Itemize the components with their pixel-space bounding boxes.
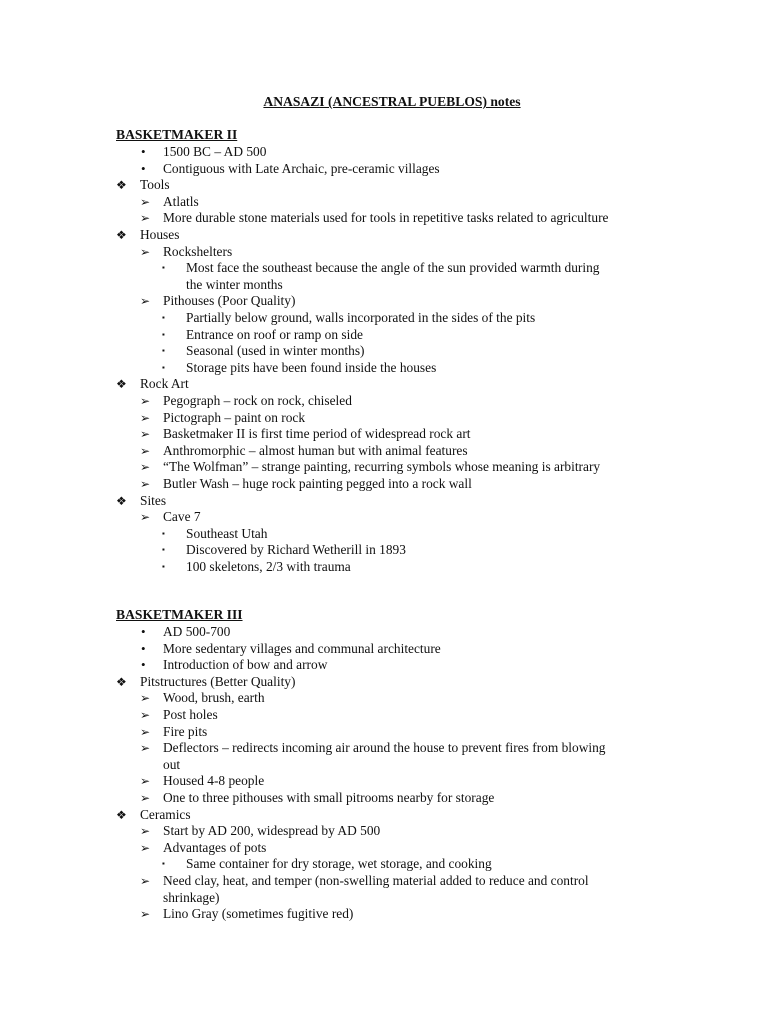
outline-item-text: Houses [140,227,180,242]
dot-bullet-icon: • [141,144,146,159]
outline-item-text: 100 skeletons, 2/3 with trauma [186,559,351,574]
outline-item-text: Pictograph – paint on rock [163,409,306,425]
outline-item-text: Seasonal (used in winter months) [186,343,365,359]
outline-item-text: Entrance on roof or ramp on side [186,326,363,342]
outline-item-text: Post holes [163,707,218,722]
outline-item-text: Sites [140,492,167,508]
section-heading-basketmaker-ii: BASKETMAKER II [116,127,238,142]
outline-item-text: AD 500-700 [163,624,231,639]
diamond-bullet-icon: ❖ [116,178,127,193]
arrow-bullet-icon: ➢ [140,708,151,722]
outline-item-text: Storage pits have been found inside the houses [186,359,437,375]
diamond-bullet-icon: ❖ [116,377,127,392]
outline-item-text: More durable stone materials used for tools in repetitive tasks related to agriculture [163,210,609,226]
outline-item-text: Advantages of pots [163,839,267,855]
outline-item-text: Fire pits [163,723,208,739]
outline-item-text: 1500 BC – AD 500 [163,144,267,159]
outline-item-text: Need clay, heat, and temper (non-swelling material added to reduce and control [163,873,589,888]
diamond-bullet-icon: ❖ [116,493,127,508]
square-bullet-icon: ▪ [162,562,165,571]
arrow-bullet-icon: ➢ [140,774,151,789]
arrow-bullet-icon: ➢ [140,840,151,855]
square-bullet-icon: ▪ [162,859,165,869]
outline-item-text: Same container for dry storage, wet storage, and cooking [186,856,492,872]
square-bullet-icon: ▪ [162,528,165,538]
outline-item-text: Discovered by Richard Wetherill in 1893 [186,542,406,558]
square-bullet-icon: ▪ [162,346,165,356]
outline-item-text: Lino Gray (sometimes fugitive red) [163,906,354,922]
outline-item-text: Wood, brush, earth [163,690,265,706]
arrow-bullet-icon: ➢ [140,394,151,408]
outline-item-text: Basketmaker II is first time period of widespread rock art [163,426,471,442]
diamond-bullet-icon: ❖ [116,807,127,822]
outline-item-text: Contiguous with Late Archaic, pre-ceramic villages [163,160,440,176]
square-bullet-icon: ▪ [162,545,165,555]
arrow-bullet-icon: ➢ [140,741,151,756]
arrow-bullet-icon: ➢ [140,724,151,739]
arrow-bullet-icon: ➢ [140,410,151,425]
outline-item-text: Atlatls [163,193,199,209]
arrow-bullet-icon: ➢ [140,691,151,706]
outline-item-text: Most face the southeast because the angle of the sun provided warmth during [186,260,600,276]
arrow-bullet-icon: ➢ [140,477,151,491]
arrow-bullet-icon: ➢ [140,211,151,226]
diamond-bullet-icon: ❖ [116,228,127,242]
square-bullet-icon: ▪ [162,329,165,339]
outline-item-text: One to three pithouses with small pitrooms nearby for storage [163,790,495,805]
outline-item-text: Partially below ground, walls incorporated in the sides of the pits [186,310,536,325]
outline-item-text: Ceramics [140,806,191,822]
arrow-bullet-icon: ➢ [140,874,151,888]
outline-item-text: More sedentary villages and communal architecture [163,640,441,656]
outline-item-text: Start by AD 200, widespread by AD 500 [163,823,381,839]
dot-bullet-icon: • [141,160,146,176]
outline-item-text: Tools [140,177,170,193]
outline-item-text: Pegograph – rock on rock, chiseled [163,393,352,408]
outline-item-text: Pithouses (Poor Quality) [163,293,296,309]
arrow-bullet-icon: ➢ [140,824,151,839]
arrow-bullet-icon: ➢ [140,194,151,209]
outline-item-text: Anthromorphic – almost human but with animal features [163,442,468,458]
section-heading-basketmaker-iii: BASKETMAKER III [116,607,243,622]
arrow-bullet-icon: ➢ [140,294,151,309]
arrow-bullet-icon: ➢ [140,510,151,525]
square-bullet-icon: ▪ [162,313,165,322]
diamond-bullet-icon: ❖ [116,674,127,689]
outline-item-text: shrinkage) [163,889,220,905]
outline-item-text: Rockshelters [163,243,233,259]
arrow-bullet-icon: ➢ [140,460,151,475]
square-bullet-icon: ▪ [162,362,165,372]
arrow-bullet-icon: ➢ [140,443,151,458]
document-title: ANASAZI (ANCESTRAL PUEBLOS) notes [263,94,521,109]
outline-item-text: “The Wolfman” – strange painting, recurring symbols whose meaning is arbitrary [163,459,601,475]
outline-item-text: out [163,756,181,772]
dot-bullet-icon: • [141,624,146,639]
outline-item-text: Butler Wash – huge rock painting pegged into a rock wall [163,476,472,491]
outline-item-text: Housed 4-8 people [163,773,265,789]
outline-item-text: Southeast Utah [186,525,268,541]
outline-item-text: the winter months [186,276,283,292]
arrow-bullet-icon: ➢ [140,791,151,805]
outline-item-text: Rock Art [140,376,189,392]
outline-item-text: Introduction of bow and arrow [163,657,328,673]
square-bullet-icon: ▪ [162,263,165,273]
arrow-bullet-icon: ➢ [140,244,151,259]
arrow-bullet-icon: ➢ [140,427,151,442]
outline-item-text: Pitstructures (Better Quality) [140,673,296,689]
outline-item-text: Deflectors – redirects incoming air around the house to prevent fires from blowing [163,740,606,756]
dot-bullet-icon: • [141,657,146,673]
outline-item-text: Cave 7 [163,509,201,525]
dot-bullet-icon: • [141,640,146,656]
arrow-bullet-icon: ➢ [140,907,151,922]
